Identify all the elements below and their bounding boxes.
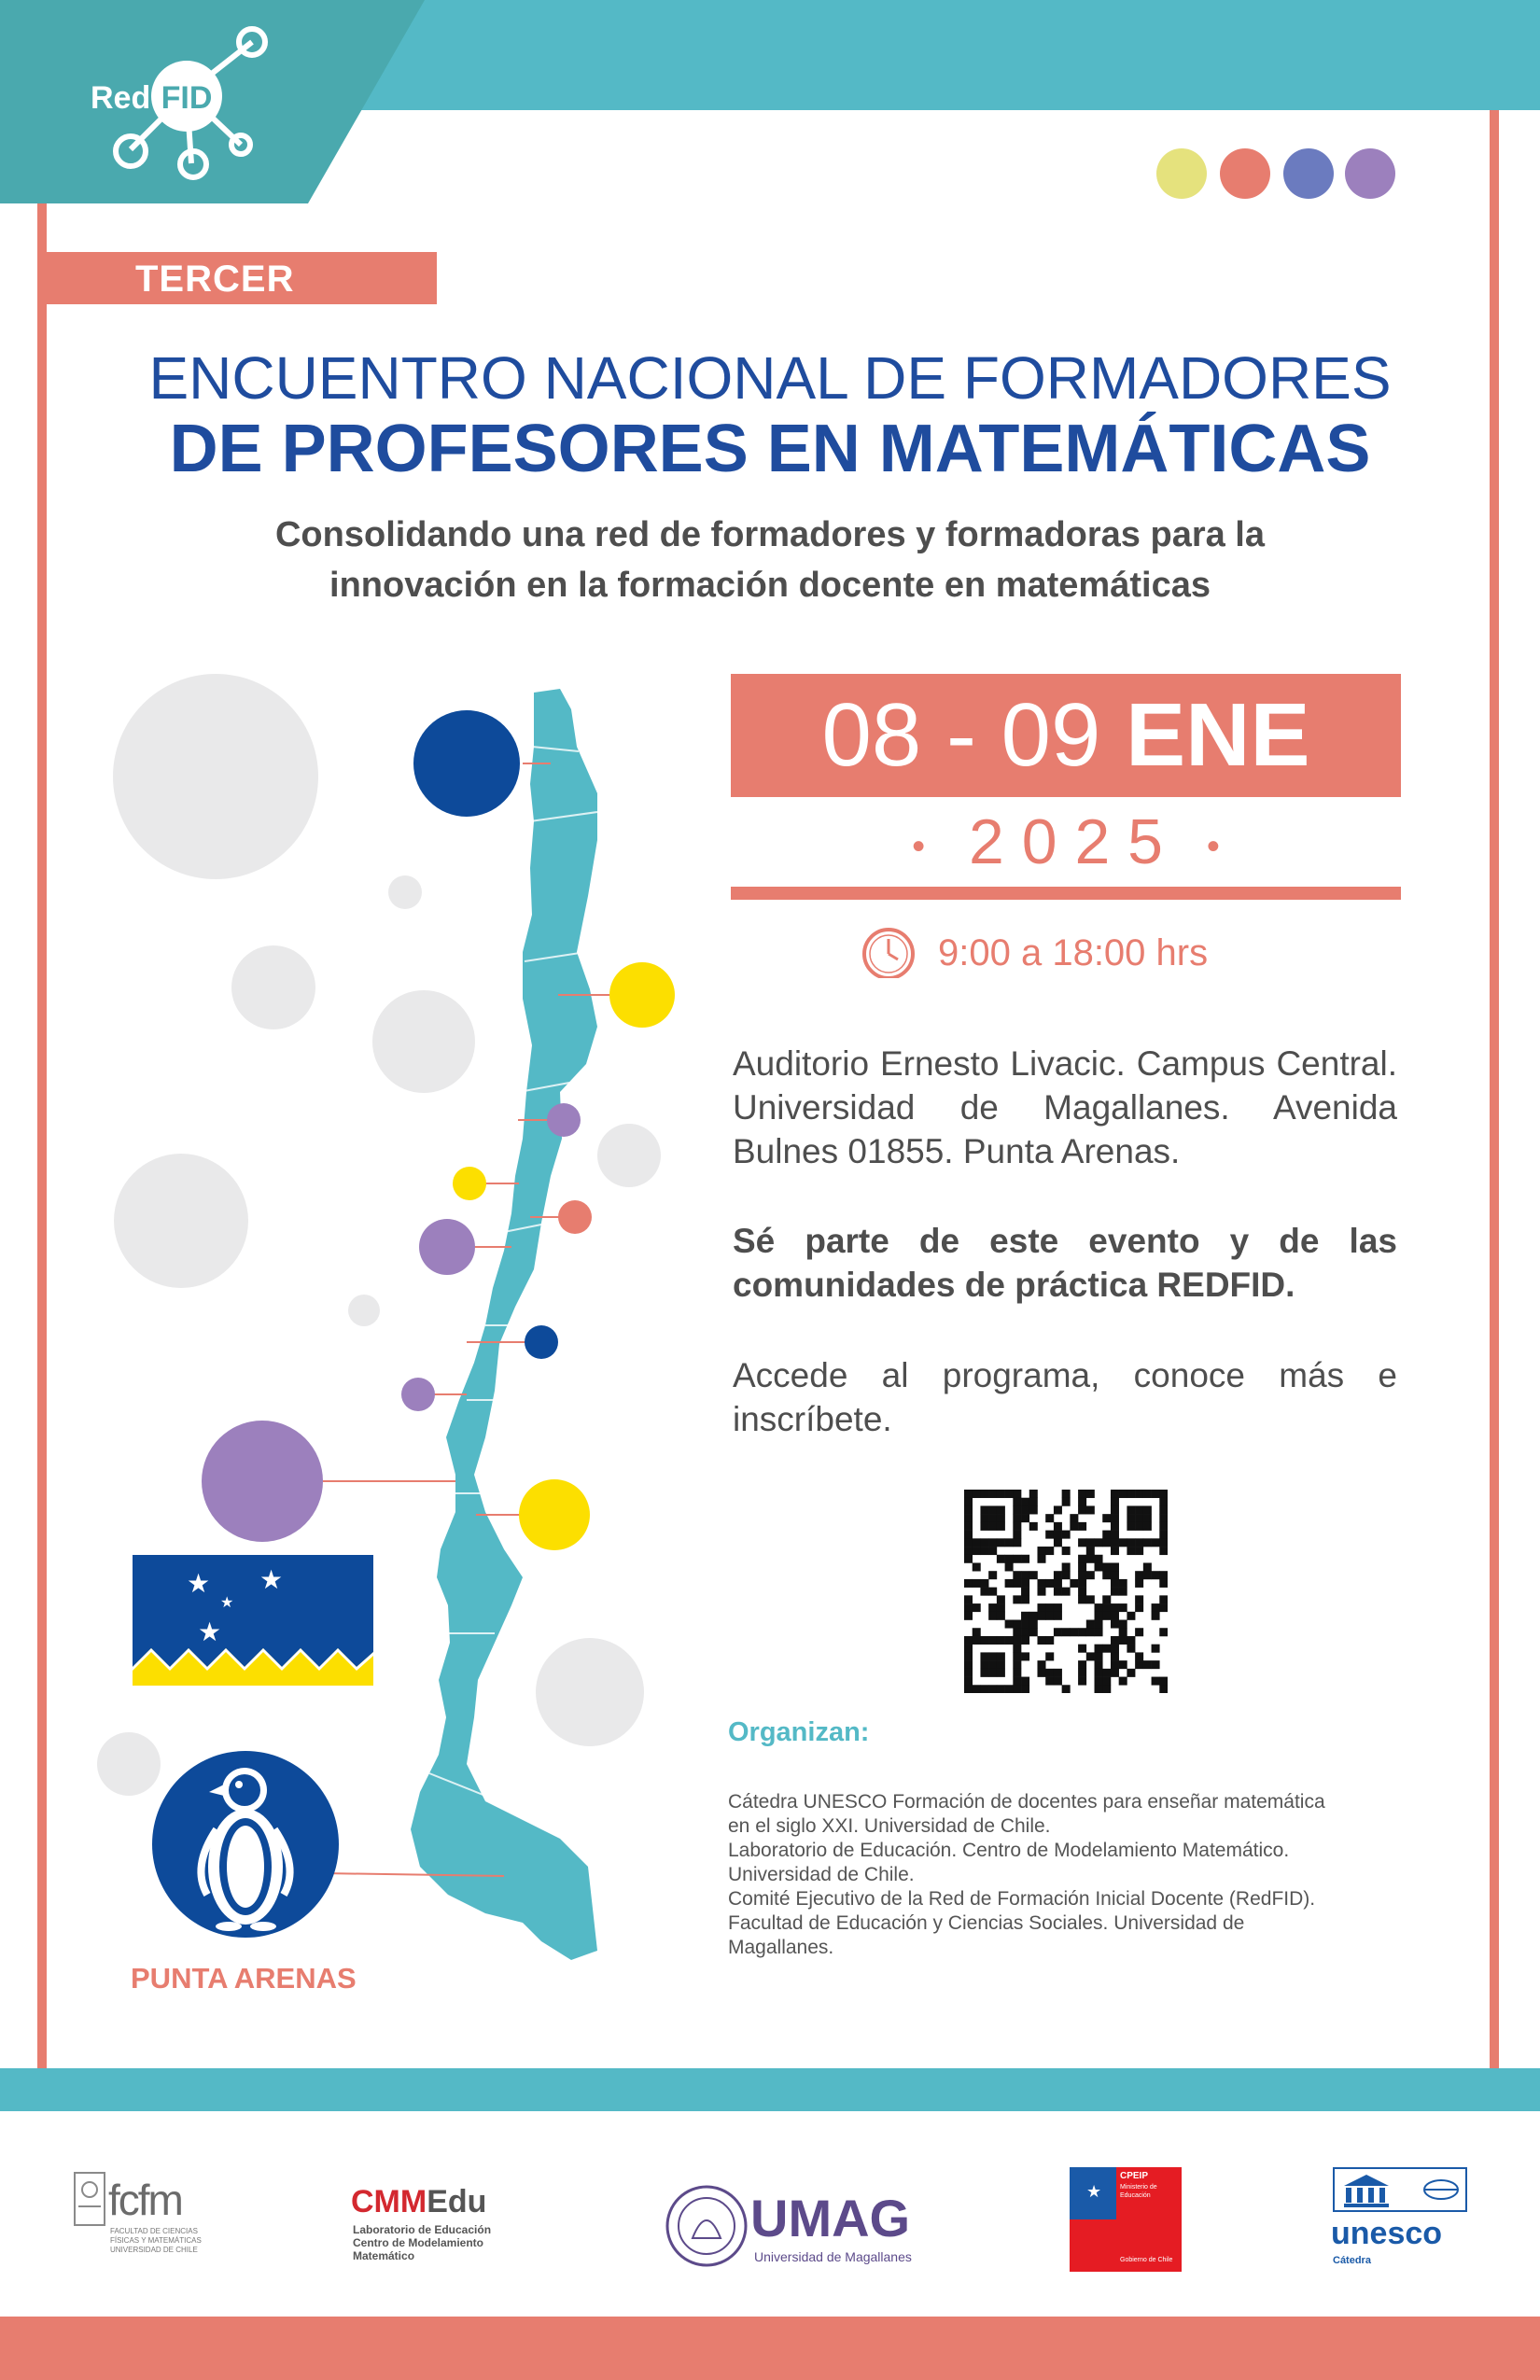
cmm-name-b: Edu (427, 2184, 487, 2219)
footer-salmon-band (0, 2317, 1540, 2380)
year: 2 0 2 5 (969, 806, 1163, 877)
organizer-line: en el siglo XXI. Universidad de Chile. (728, 1815, 1051, 1837)
year-row (731, 805, 1401, 879)
cmmedu-logo (351, 2184, 538, 2277)
clock-icon (861, 926, 917, 978)
corner-badge (0, 0, 429, 203)
cta-text: Sé parte de este evento y de las comunidades de práctica REDFID. (733, 1222, 1397, 1304)
svg-text:★: ★ (187, 1568, 211, 1599)
edition-label: TERCER (135, 259, 295, 300)
cpeip-sub1: Ministerio de (1120, 2184, 1157, 2191)
cpeip-name: CPEIP (1120, 2171, 1149, 2181)
unesco-name: unesco (1331, 2216, 1443, 2251)
date-underline (731, 887, 1401, 900)
event-time: 9:00 a 18:00 hrs (938, 932, 1209, 973)
access-text: Accede al programa, conoce más e inscríbete. (733, 1356, 1397, 1438)
brand-fid: FID (161, 80, 213, 116)
date-month: ENE (1126, 685, 1310, 785)
organizers-title: Organizan: (728, 1717, 870, 1747)
fcfm-logo (71, 2169, 211, 2272)
umag-sub: Universidad de Magallanes (754, 2249, 912, 2264)
cpeip-sub2: Educación (1120, 2192, 1151, 2199)
organizer-line: Magallanes. (728, 1937, 834, 1958)
qr-code[interactable] (964, 1490, 1168, 1698)
fcfm-sub2: FÍSICAS Y MATEMÁTICAS (110, 2236, 202, 2245)
date-days: 08 - 09 (821, 685, 1101, 785)
location-label: PUNTA ARENAS (131, 1962, 357, 1995)
fcfm-sub3: UNIVERSIDAD DE CHILE (110, 2246, 198, 2254)
umag-seal-icon (665, 2184, 749, 2268)
umag-name: UMAG (750, 2189, 911, 2247)
unesco-sub: Cátedra (1333, 2255, 1371, 2266)
title-line-1: ENCUENTRO NACIONAL DE FORMADORES (148, 344, 1392, 412)
year-dot-left: • (912, 826, 926, 868)
header-dot (1345, 148, 1395, 199)
svg-text:★: ★ (259, 1564, 284, 1595)
cmm-sub2: Centro de Modelamiento (353, 2236, 484, 2249)
cmm-sub1: Laboratorio de Educación (353, 2223, 492, 2236)
cpeip-sub3: Gobierno de Chile (1120, 2257, 1173, 2263)
cpeip-logo (1070, 2167, 1182, 2272)
magallanes-flag (133, 1555, 373, 1686)
header-dot (1156, 148, 1207, 199)
organizer-line: Cátedra UNESCO Formación de docentes para enseñar matemática (728, 1791, 1325, 1813)
year-dot-right: • (1206, 826, 1220, 868)
organizer-line: Universidad de Chile. (728, 1864, 915, 1885)
header-dot (1283, 148, 1334, 199)
cmm-name-a: CMM (351, 2184, 427, 2219)
footer-teal-band (0, 2068, 1540, 2111)
venue-text: Auditorio Ernesto Livacic. Campus Central. Universidad de Magallanes. Avenida Bulnes 01855. Punta Arenas. (733, 1044, 1397, 1170)
cmm-sub3: Matemático (353, 2249, 415, 2262)
svg-text:★: ★ (198, 1617, 222, 1647)
subtitle-line-2: innovación en la formación docente en matemáticas (329, 566, 1211, 605)
organizer-line: Facultad de Educación y Ciencias Sociales. Universidad de (728, 1912, 1245, 1934)
map-illustration (0, 653, 728, 2007)
fcfm-emblem-icon (71, 2169, 108, 2234)
svg-text:★: ★ (220, 1593, 234, 1611)
unitwin-icon (1421, 2173, 1462, 2206)
penguin-icon (152, 1751, 339, 1938)
star-icon: ★ (1086, 2182, 1102, 2201)
date-box (731, 674, 1401, 797)
unesco-temple-icon (1340, 2171, 1393, 2208)
organizer-line: Laboratorio de Educación. Centro de Modelamiento Matemático. (728, 1840, 1290, 1861)
organizer-line: Comité Ejecutivo de la Red de Formación Inicial Docente (RedFID). (728, 1888, 1316, 1910)
subtitle-line-1: Consolidando una red de formadores y formadoras para la (274, 515, 1265, 554)
umag-logo (665, 2184, 926, 2277)
title-line-2: DE PROFESORES EN MATEMÁTICAS (169, 412, 1371, 486)
fcfm-name: fcfm (108, 2176, 182, 2224)
header-dot (1220, 148, 1270, 199)
fcfm-sub1: FACULTAD DE CIENCIAS (110, 2227, 198, 2235)
brand-red: Red (91, 80, 151, 116)
unesco-logo (1331, 2167, 1471, 2270)
